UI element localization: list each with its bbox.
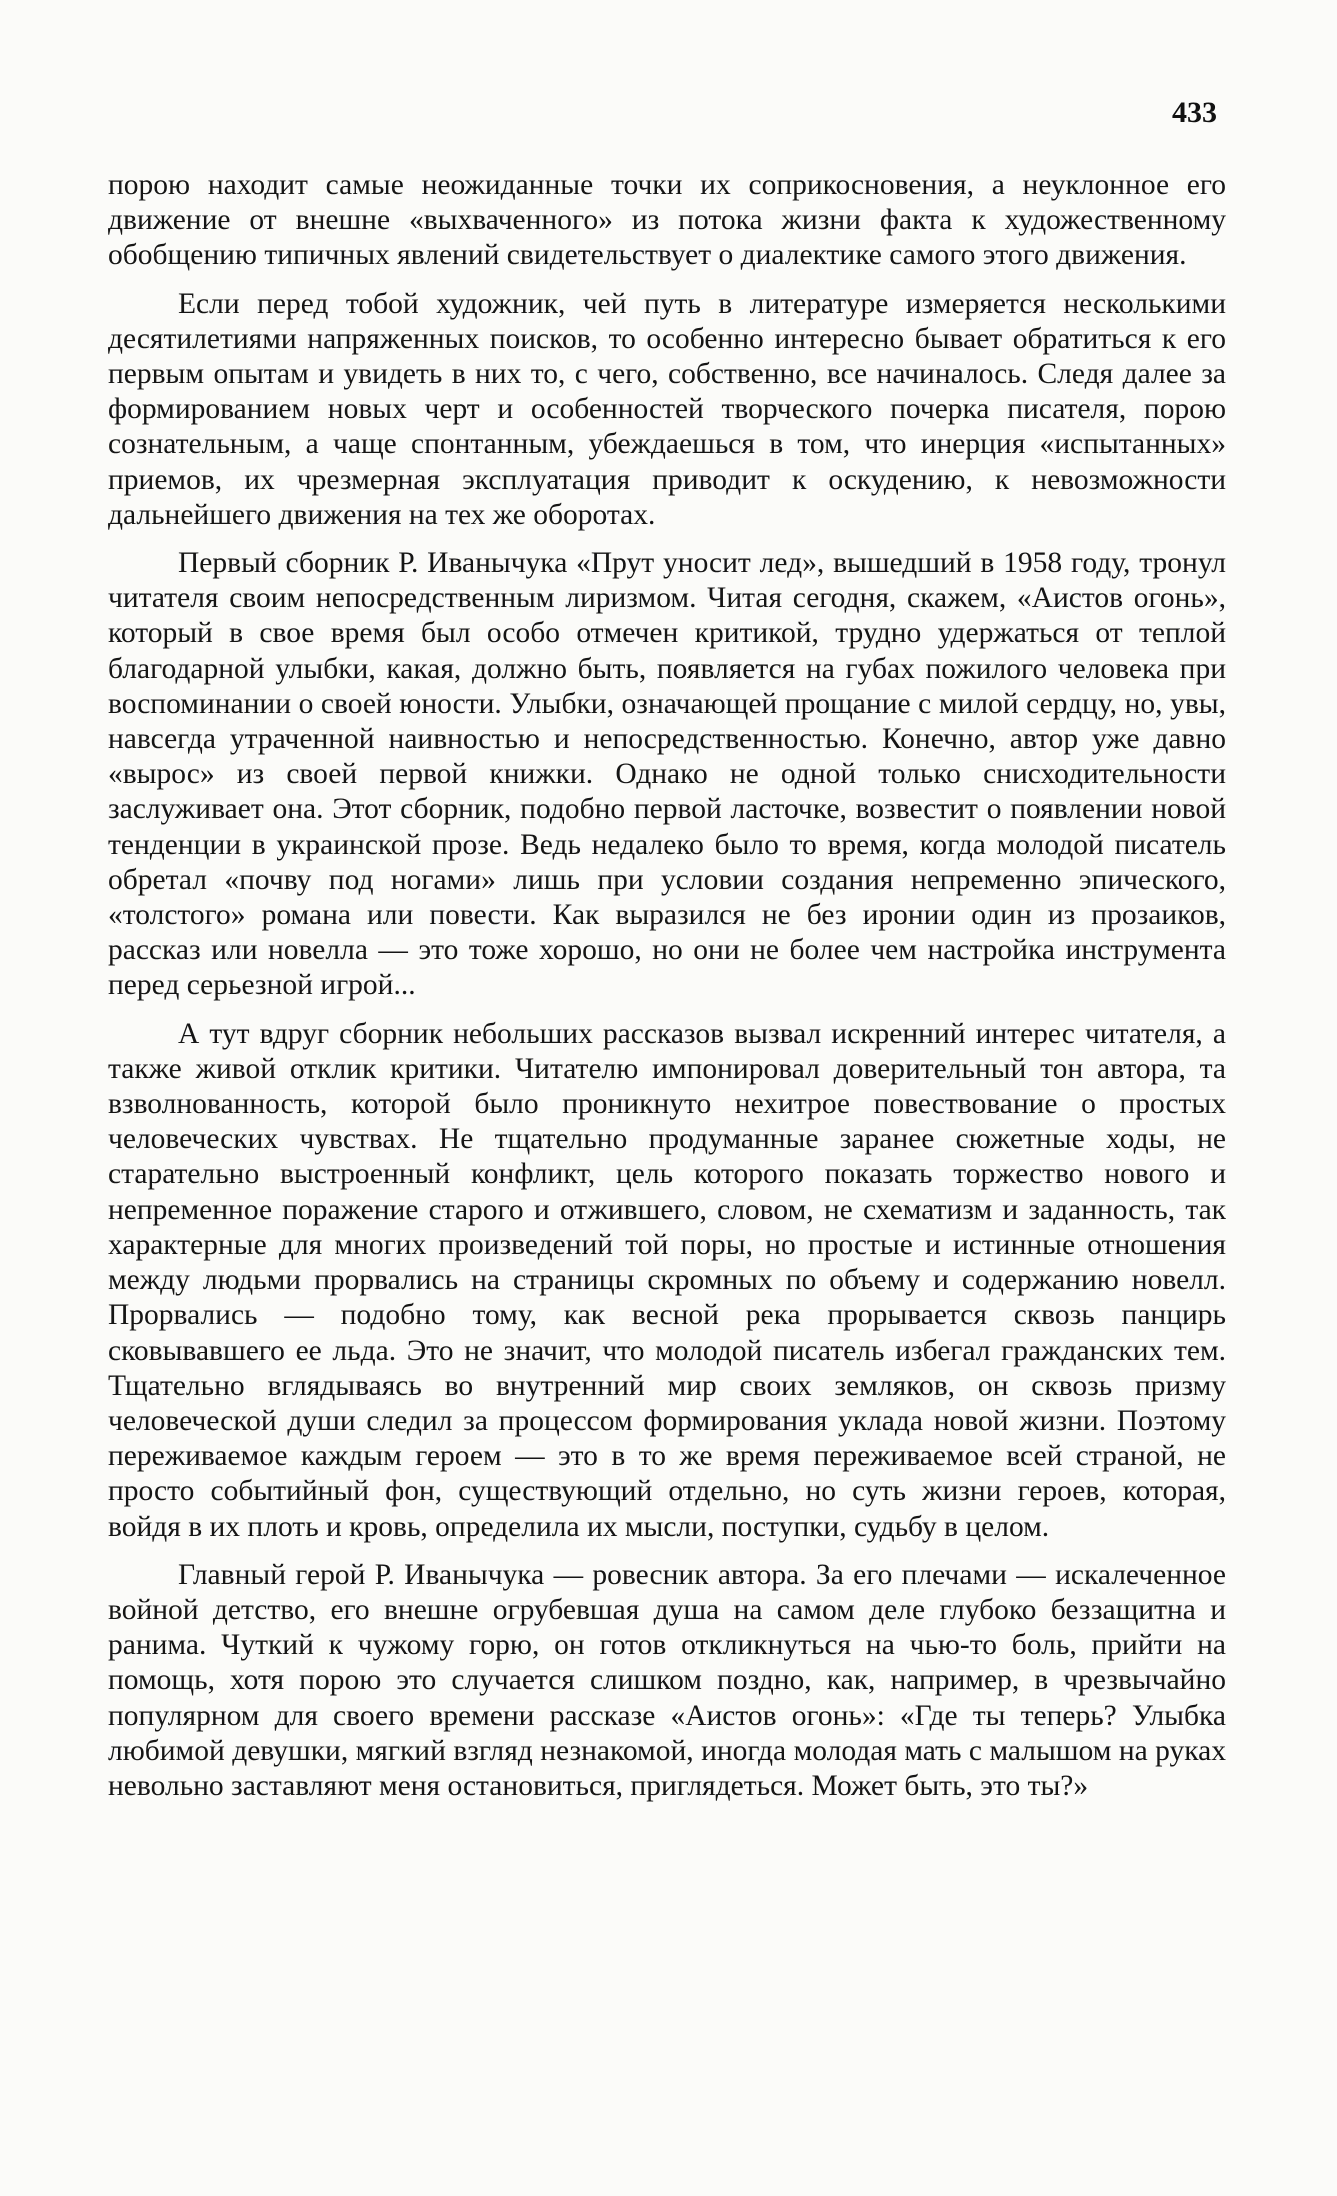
paragraph-4: А тут вдруг сборник небольших рассказов вызвал искренний интерес читателя, а также живой отклик критики. Читателю импонировал доверительный тон автора, та взволнованность, которой было проникнуто нехитрое повествование о простых человеческих чувствах. Не тщательно продуманные заранее сюжетные ходы, не старательно выстроенный конфликт, цель которого показать торжество нового и непременное поражение старого и отжившего, словом, не схематизм и заданность, так характерные для многих произведений той поры, но простые и истинные отношения между людьми прорвались на страницы скромных по объему и содержанию новелл. Прорвались — подобно тому, как весной река прорывается сквозь панцирь сковывавшего ее льда. Это не значит, что молодой писатель избегал гражданских тем. Тщательно вглядываясь во внутренний мир своих земляков, он сквозь призму человеческой души следил за процессом формирования уклада новой жизни. Поэтому переживаемое каждым героем — это в то же время переживаемое всей страной, не просто событийный фон, существующий отдельно, но суть жизни героев, которая, войдя в их плоть и кровь, определила их мысли, поступки, судьбу в целом. (108, 1017, 1226, 1543)
paragraph-3: Первый сборник Р. Иванычука «Прут уносит лед», вышедший в 1958 году, тронул читателя своим непосредственным лиризмом. Читая сегодня, скажем, «Аистов огонь», который в свое время был особо отмечен критикой, трудно удержаться от теплой благодарной улыбки, какая, должно быть, появляется на губах пожилого человека при воспоминании о своей юности. Улыбки, означающей прощание с милой сердцу, но, увы, навсегда утраченной наивностью и непосредственностью. Конечно, автор уже давно «вырос» из своей первой книжки. Однако не одной только снисходительности заслуживает она. Этот сборник, подобно первой ласточке, возвестит о появлении новой тенденции в украинской прозе. Ведь недалеко было то время, когда молодой писатель обретал «почву под ногами» лишь при условии создания непременно эпического, «толстого» романа или повести. Как выразился не без иронии один из прозаиков, рассказ или новелла — это тоже хорошо, но они не более чем настройка инструмента перед серьезной игрой... (108, 547, 1226, 1002)
page-number: 433 (1172, 96, 1217, 129)
paragraph-1: порою находит самые неожиданные точки их соприкосновения, а неуклонное его движение от внешне «выхваченного» из потока жизни факта к художественному обобщению типичных явлений свидетельствует о диалектике самого этого движения. (108, 169, 1226, 272)
body-text (108, 168, 1226, 1817)
paragraph-2: Если перед тобой художник, чей путь в литературе измеряется несколькими десятилетиями напряженных поисков, то особенно интересно бывает обратиться к его первым опытам и увидеть в них то, с чего, собственно, все начиналось. Следя далее за формированием новых черт и особенностей творческого почерка писателя, порою сознательным, а чаще спонтанным, убеждаешься в том, что инерция «испытанных» приемов, их чрезмерная эксплуатация приводит к оскудению, к невозможности дальнейшего движения на тех же оборотах. (108, 287, 1226, 531)
paragraph-5: Главный герой Р. Иванычука — ровесник автора. За его плечами — искалеченное войной детство, его внешне огрубевшая душа на самом деле глубоко беззащитна и ранима. Чуткий к чужому горю, он готов откликнуться на чью-то боль, прийти на помощь, хотя порою это случается слишком поздно, как, например, в чрезвычайно популярном для своего времени рассказе «Аистов огонь»: «Где ты теперь? Улыбка любимой девушки, мягкий взгляд незнакомой, иногда молодая мать с малышом на руках невольно заставляют меня остановиться, приглядеться. Может быть, это ты?» (108, 1558, 1226, 1802)
